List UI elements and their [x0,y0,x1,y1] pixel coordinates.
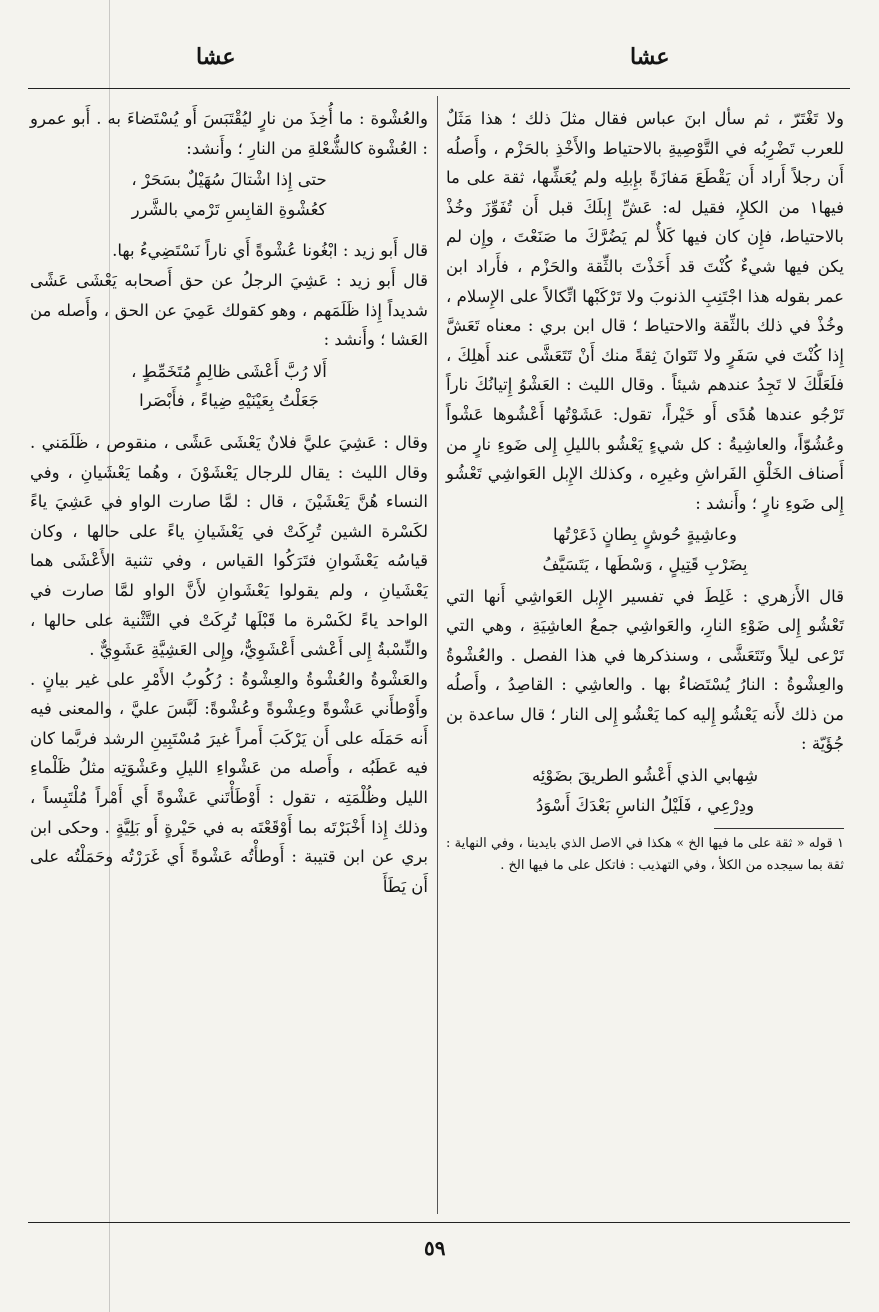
left-column [30,104,428,901]
spacer [30,226,428,236]
verse-line: شِهابي الذي أَعْشُو الطريقَ بضَوْئِه [531,766,759,786]
text-paragraph: قال أَبو زيد : ابْغُونا عُشْوةً أَي ناراً نَسْتَضِيءُ بها. [112,241,428,261]
text-paragraph: قال الأَزهري : غَلِطَ في تفسير الإِبل العَواشِي أَنها التي تَعْشُو إِلى ضَوْءِ النارِ، والعَواشِي جمعُ العاشِيَةِ ، وهي التي تَرْعى ليلاً وتَتَعَشَّى ، وسنذكرها في هذا الفصل . والعُشْوةُ والعِشْوةُ : النارُ يُسْتَضاءُ بها . والعاشِي : القاصِدُ ، وأَصلُه من ذلك لأَنه يَعْشُو إِليه كما يَعْشُو إِلى النار ؛ قال ساعدة بن جُؤَيّة : [446,586,844,754]
verse [446,761,844,820]
column-separator [437,96,438,1214]
text-paragraph: ولا تَغْتَرّ ، ثم سأل ابنَ عباس فقال مثلَ ذلك ؛ هذا مَثَلٌ للعرب تَضْرِبُه في التَّوْصِيةِ بالاحتياط والأَخْذِ بالحَزْم ، وأَصلُه أَن رجلاً أَراد أَن يَقْطَعَ مَفازَةً بإِبلِه ولم يُعَشِّها، ثقة على ما فيها١ من الكلإِ، فقيل له: عَشِّ إِبلَكَ قبل أَن تُفَوِّزَ وخُذْ بالاحتياط، فإِن كان فيها كَلأٌ لم يَضُرَّكَ ما صَنَعْتَ ، وإِن لم يكن فيها شيءٌ كُنْتَ قد أَخَذْتَ بالثِّقة والحَزْم ، فأَراد ابن عمر بقوله هذا اجْتَنِبِ الذنوبَ ولا تَرْكَبْها اتِّكالاً على الإِسلام ، وخُذْ في ذلك بالثِّقة والاحتياط ؛ قال ابن بري : معناه تَعَشَّ إِذا كُنْتَ في سَفَرٍ ولا تَتَوانَ ثِقةً منك أَنْ تَتَعَشَّى عند أَهلِكَ ، فلَعَلَّكَ لا تَجِدُ عندهم شيئاً . وقال الليث : العَشْوُ إِتيانُكَ ناراً تَرْجُو عندها هُدًى أَو خَيْراً، تقول: عَشَوْتُها أَعْشُوها عَشْواً وعُشُوّاً، والعاشِيةُ : كل شيءٍ يَعْشُو بالليلِ إِلى ضَوءِ نارٍ من أَصناف الخَلْقِ الفَراشِ وغيرِه ، وكذلك الإِبل العَواشِي تَعْشُو إِلى ضَوءِ نارٍ ؛ وأَنشد : [446,109,844,513]
verse [446,520,844,579]
verse-line: أَلا رُبَّ أَعْشَى ظالِمٍ مُتَخَمِّطٍ ، [131,361,327,381]
text-paragraph: والعُشْوة : ما أُخِذَ من نارٍ ليُقْتَبَسَ أَو يُسْتَضاءَ به . أَبو عمرو : العُشْوة كالشُّعْلةِ من النارِ ؛ وأَنشد: [30,109,428,158]
header-rule [28,88,850,89]
running-header-left: عشا [196,44,236,70]
right-column [446,104,844,877]
verse-line: بِضَرْبِ قَتِيلٍ ، وَسْطَها ، يَتَسَيَّفُ [542,554,748,574]
verse-line: حتى إِذا اشْتالَ سُهَيْلٌ بسَحَرْ ، [131,170,327,190]
footnote: ١ قوله « ثقة على ما فيها الخ » هكذا في الاصل الذي بايدينا ، وفي النهاية : ثقة بما سيجده من الكلأ ، وفي التهذيب : فاتكل على ما فيها الخ . [446,836,844,874]
text-paragraph: والعَشْوةُ والعُشْوةُ والعِشْوةُ : رُكُوبُ الأَمْرِ على غير بيانٍ . وأَوْطأَني عَشْوةً وعِشْوةً وعُشْوةً: لَبَّسَ عليَّ ، والمعنى فيه أَنه حَمَلَه على أَن يَرْكَبَ أَمراً غيرَ مُسْتَبِينِ الرشد فربَّما كان فيه عَطَبُه ، وأَصله من عَشْواءِ الليلِ وعَشْوَتِه مثلُ ظَلْماءِ الليل وظُلْمَتِه ، تقول : أَوْطَأْتَني عَشْوةً أَي أَمْراً مُلْتَبِساً ، وذلك إِذا أَخْبَرْتَه بما أَوْقَعْتَه به في حَيْرةٍ أَو بَلِيَّةٍ . وحكى ابن بري عن ابن قتيبة : أَوطأْتُه عَشْوةً أَي غَرَرْتُه وحَمَلْتُه على أَن يَطَأَ [30,669,428,896]
verse [30,357,428,416]
footnote-rule [714,828,844,829]
running-header-right: عشا [630,44,670,70]
verse-line: وعاشِيةٍ حُوشٍ بِطانٍ ذَعَرْتُها [553,525,737,545]
footer-rule [28,1222,850,1223]
text-paragraph: قال أَبو زيد : عَشِيَ الرجلُ عن حق أَصحابه يَعْشَى عَشًى شديداً إِذا ظَلَمَهم ، وهو كقولك عَمِيَ عن الحق ، وأَصله من العَشا ؛ وأَنشد : [30,270,428,350]
page-number: ٥٩ [424,1236,446,1260]
spacer [30,418,428,428]
verse [30,165,428,224]
verse-line: كعُشْوةِ القابِسِ تَرْمي بالشَّرر [131,199,327,219]
verse-line: ودِرْعِي ، فَلَيْلُ الناسِ بَعْدَكَ أَسْوَدُ [535,795,755,815]
text-paragraph: وقال : عَشِيَ عليَّ فلانٌ يَعْشَى عَشًى ، منقوص ، ظَلَمَني . وقال الليث : يقال للرجال يَعْشَوْنَ ، وهُما يَعْشَيانِ ، وفي النساء هُنَّ يَعْشَيْنَ ، قال : لمَّا صارت الواو في عَشِيَ ياءً لكَسْرة الشين تُرِكَتْ في يَعْشَيانِ ياءً على حالها ، وكان قياسُه يَعْشَوانِ فتَرَكُوا القياس ، وفي تثنية الأَعْشَى هما يَعْشَيانِ ، ولم يقولوا يَعْشَوانِ لأَنَّ الواو لمَّا صارت في الواحد ياءً لكَسْرة ما قَبْلَها تُرِكَتْ في التَّثْنية على حالها ، والنِّسْبةُ إِلى أَعْشى أَعْشَوِيٌّ، وإِلى العَشِيَّةِ عَشَوِيٌّ . [30,432,428,660]
verse-line: جَعَلْتُ بِعَيْنَيْهِ ضِياءً ، فأَبْصَرا [139,391,319,411]
